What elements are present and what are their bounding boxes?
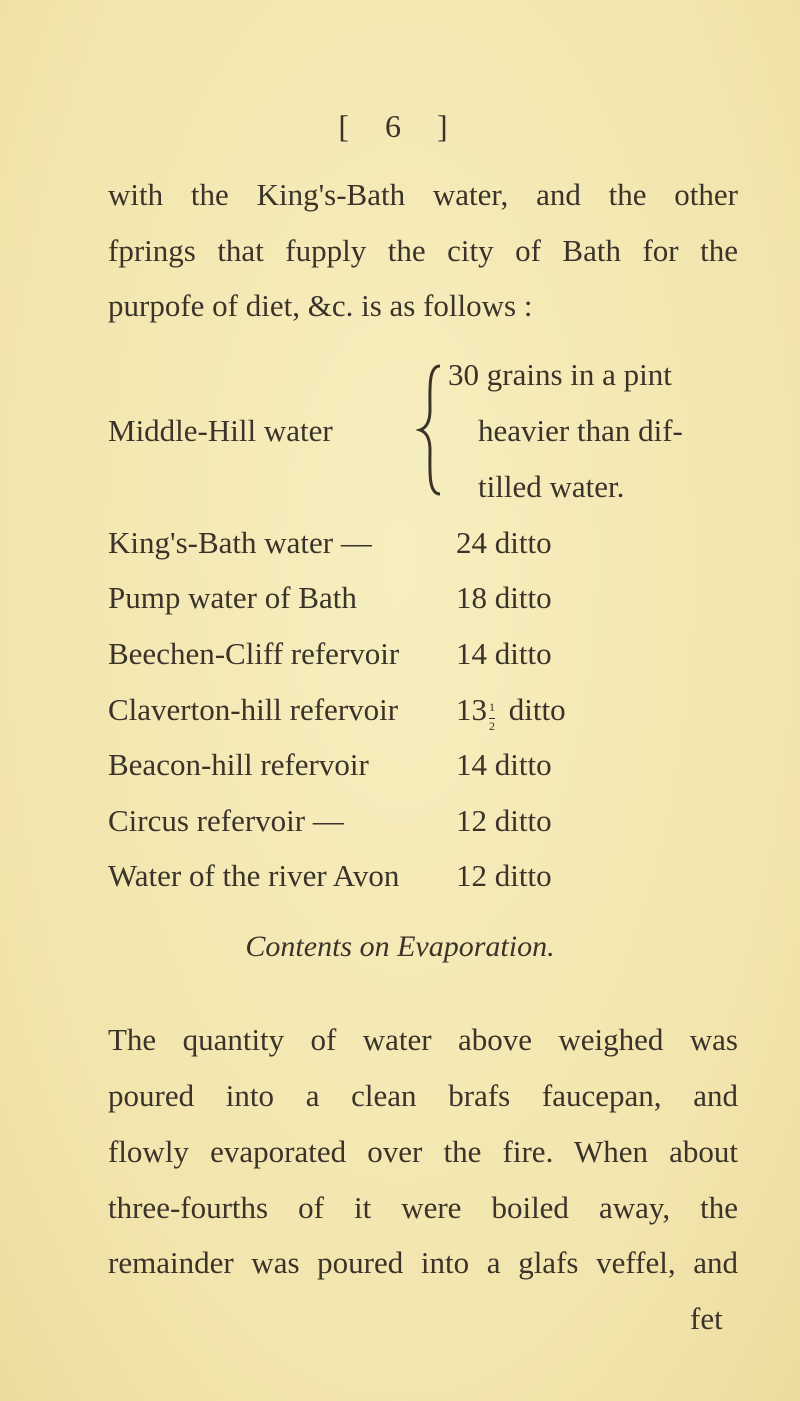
body-line-3: flowly evaporated over the fire. When about — [108, 1134, 738, 1169]
brace-text-line-2: heavier than dif- — [478, 413, 683, 448]
table-row-value: 12 ditto — [456, 803, 552, 838]
table-row-value — [456, 692, 566, 733]
table-row-name: Claverton-hill refervoir — [108, 692, 399, 727]
intro-line-2: fprings that fupply the city of Bath for the — [108, 233, 738, 268]
table-row-value: 18 ditto — [456, 580, 552, 615]
value-word: ditto — [508, 692, 566, 727]
table-row-value: 12 ditto — [456, 858, 552, 893]
table-row-name: Pump water of Bath — [108, 580, 357, 615]
body-line-4: three-fourths of it were boiled away, the — [108, 1190, 738, 1225]
catchword: fet — [690, 1301, 723, 1336]
table-row-name: Water of the river Avon — [108, 858, 400, 893]
intro-line-1: with the King's-Bath water, and the other — [108, 177, 738, 212]
fraction-numerator: 1 — [489, 700, 495, 714]
brace-text-line-3: tilled water. — [478, 469, 625, 504]
value-integer: 13 — [456, 692, 487, 727]
table-row-name: Circus refervoir — — [108, 803, 344, 838]
table-row-name: Beacon-hill refervoir — [108, 747, 369, 782]
curly-brace-icon — [416, 360, 446, 500]
table-row-name: Beechen-Cliff refervoir — [108, 636, 400, 671]
body-line-1: The quantity of water above weighed was — [108, 1022, 738, 1057]
page-number: [ 6 ] — [338, 108, 462, 144]
section-heading: Contents on Evaporation. — [245, 930, 555, 963]
intro-line-3: purpofe of diet, &c. is as follows : — [108, 288, 533, 323]
fraction-denominator: 2 — [489, 719, 495, 733]
body-line-2: poured into a clean brafs faucepan, and — [108, 1078, 738, 1113]
brace-text-line-1: 30 grains in a pint — [448, 357, 672, 392]
brace-label: Middle-Hill water — [108, 413, 333, 448]
table-row-value: 14 ditto — [456, 636, 552, 671]
body-line-5: remainder was poured into a glafs veffel, and — [108, 1245, 738, 1280]
table-row-value: 24 ditto — [456, 525, 552, 560]
table-row-name: King's-Bath water — — [108, 525, 372, 560]
table-row-value: 14 ditto — [456, 747, 552, 782]
